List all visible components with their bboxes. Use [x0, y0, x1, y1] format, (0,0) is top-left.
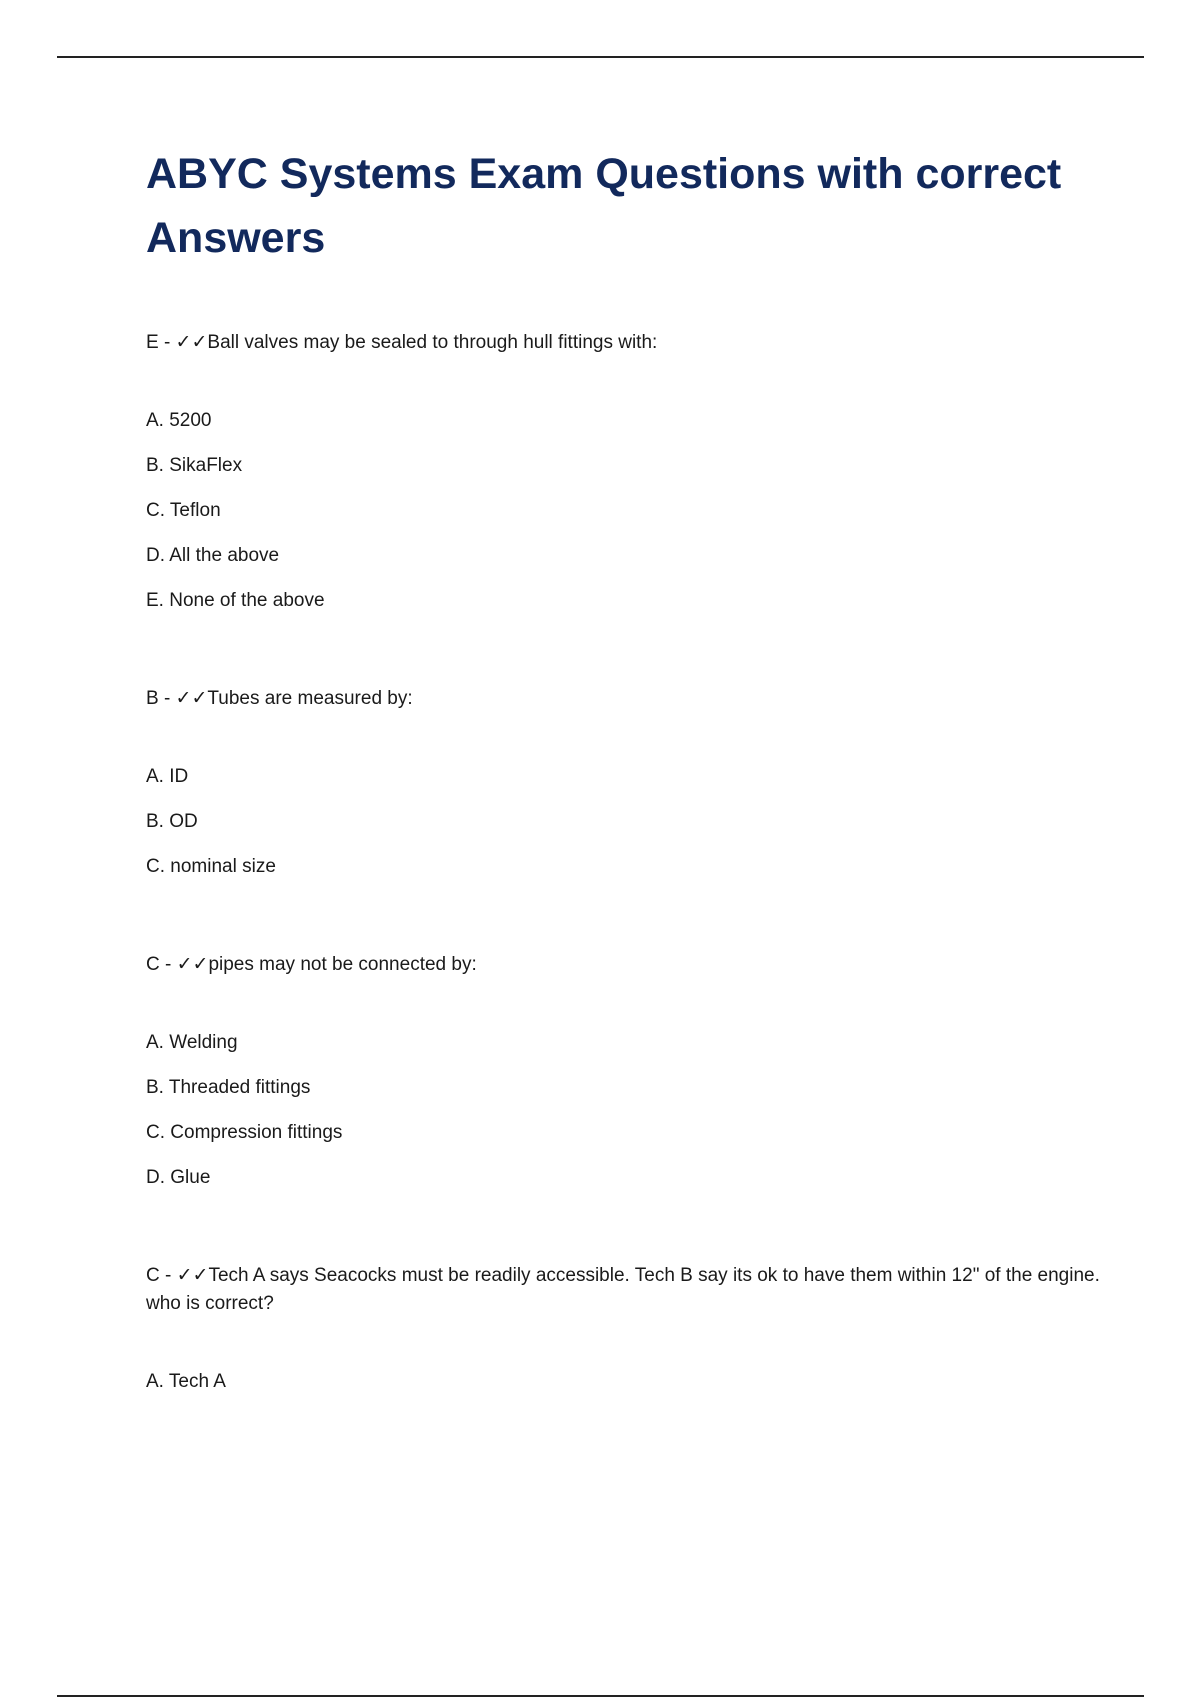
- answer-option: B. Threaded fittings: [146, 1077, 311, 1098]
- answer-option: A. Welding: [146, 1032, 238, 1053]
- document-title: ABYC Systems Exam Questions with correct Answers: [146, 150, 1062, 262]
- answer-option: B. OD: [146, 811, 198, 832]
- answer-option: A. 5200: [146, 410, 212, 431]
- answer-option: D. Glue: [146, 1167, 211, 1188]
- answer-options: [146, 407, 1106, 615]
- question-text: C - ✓✓pipes may not be connected by:: [146, 954, 477, 975]
- question-block: [146, 685, 1106, 881]
- answer-option: C. Teflon: [146, 500, 221, 521]
- answer-option: C. nominal size: [146, 856, 276, 877]
- question-block: [146, 951, 1106, 1192]
- header-rule: [57, 56, 1144, 58]
- answer-options: [146, 1368, 1106, 1396]
- answer-options: [146, 763, 1106, 881]
- page-content: [146, 142, 1106, 1396]
- answer-option: D. All the above: [146, 545, 280, 566]
- answer-option: C. Compression fittings: [146, 1122, 343, 1143]
- answer-option: A. Tech A: [146, 1371, 226, 1392]
- question-text: B - ✓✓Tubes are measured by:: [146, 688, 413, 709]
- answer-option: A. ID: [146, 766, 189, 787]
- answer-option: B. SikaFlex: [146, 455, 243, 476]
- question-text: E - ✓✓Ball valves may be sealed to through hull fittings with:: [146, 332, 658, 353]
- question-block: [146, 1262, 1106, 1396]
- question-block: [146, 329, 1106, 615]
- question-text: C - ✓✓Tech A says Seacocks must be readily accessible. Tech B say its ok to have them within 12" of the engine. who is correct?: [146, 1265, 1100, 1314]
- answer-options: [146, 1029, 1106, 1192]
- answer-option: E. None of the above: [146, 590, 325, 611]
- footer-rule: [57, 1695, 1144, 1697]
